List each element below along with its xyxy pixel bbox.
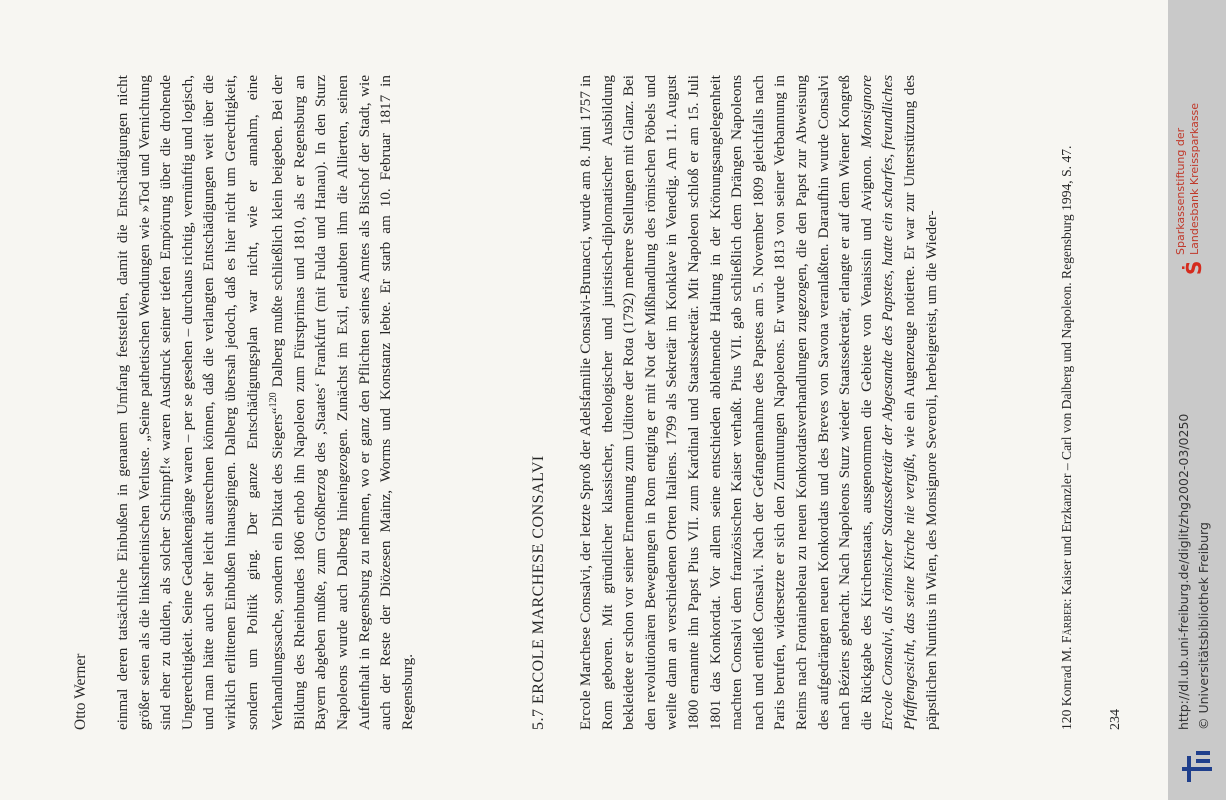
- page-number: 234: [1108, 709, 1123, 730]
- footnote-text: : Kaiser und Erzkanzler – Carl von Dalberg und Napoleon. Regensburg 1994, S. 47.: [1059, 145, 1074, 603]
- paragraph-text: Ercole Marchese Consalvi, der letzte Sproß der Adelsfamilie Consalvi-Brunacci, wurde am 8. Juni 1757 in Rom geboren. Mit gründlicher klassischer, theologischer und juristisch-diplomatischer Ausbildung bekleidete er schon vor seiner Ernennung zum Uditore der Rota (1792) mehrere Stellungen mit Glanz. Bei den revolutionären Bewegungen in Rom entging er mit Not der Mißhandlung des römischen Pöbels und weilte dann an verschiedenen Orten Italiens. 1799 als Sekretär im Konklave in Venedig. Am 11. August 1800 ernannte ihn Papst Pius VII. zum Kardinal und Staatssekretär. Mit Napoleon schloß er am 15. Juli 1801 das Konkordat. Vor allem seine entschieden ablehnende Haltung in der Krönungsangelegenheit machten Consalvi dem französischen Kaiser verhaßt. Pius VII. gab schließlich dem Drängen Napoleons nach und entließ Consalvi. Nach der Gefangennahme des Papstes am 5. November 1809 gleichfalls nach Paris berufen, widersetzte er sich den Zumutungen Napoleons. Er wurde 1813 von seiner Verbannung in Reims nach Fontainebleau zu neuen Konkordatsverhandlungen zugezogen, die den Papst zur Abweisung des aufgedrängten neuen Konkordats und des Breves von Savona veranlaßten. Daraufhin wurde Consalvi nach Béziers gebracht. Nach Napoleons Sturz wieder Staatssekretär, erlangte er auf dem Wiener Kongreß die Rückgabe des Kirchenstaats, ausgenommen die Gebiete von Venaissin und Avignon.: [577, 75, 875, 730]
- body-paragraph-dalberg: [112, 75, 418, 730]
- sponsor-line-2: Landesbank Kreissparkasse: [1188, 102, 1201, 255]
- body-paragraph-consalvi: [575, 75, 942, 730]
- footnote-number: 120: [1059, 709, 1074, 730]
- section-heading: 5.7 ERCOLE MARCHESE CONSALVI: [530, 455, 547, 730]
- sponsor-line-1: Sparkassenstiftung der: [1174, 127, 1187, 255]
- footnote: [1058, 75, 1076, 730]
- footnote-author-last: Färber: [1059, 602, 1074, 644]
- running-header-author: Otto Werner: [72, 653, 89, 730]
- italic-quote: Monsignore Ercole Consalvi, als römischer Staatssekretär der Abgesandte des Papstes, hatte ein scharfes, freundliches Pfaffengesicht, das seine Kirche nie vergißt,: [857, 75, 918, 730]
- footnote-author-first: Konrad M.: [1059, 643, 1074, 707]
- university-library-logo-icon: [1182, 742, 1212, 782]
- copyright-notice: © Universitätsbibliothek Freiburg: [1196, 522, 1211, 730]
- paragraph-text-cont: Dalberg mußte schließlich klein beigeben. Bei der Bildung des Rheinbundes 1806 erhob ihn Napoleon zum Fürstprimas und 1810, als er Regensburg an Bayern abgeben mußte, zum Großherzog des ‚Staates‘ Frankfurt (mit Fulda und Hanau). In den Sturz Napoleons wurde auch Dalberg hineingezogen. Zunächst im Exil, erlaubten ihm die Allierten, seinen Aufenthalt in Regensburg zu nehmen, wo er ganz den Pflichten seines Amtes als Bischof der Stadt, wie auch der Reste der Diözesen Mainz, Worms und Konstanz lebte. Er starb am 10. Februar 1817 in Regensburg.: [269, 75, 416, 730]
- paragraph-text: einmal deren tatsächliche Einbußen in genauem Umfang feststellen, damit die Entschädigungen nicht größer seien als die linksrheinischen Verluste. „Seine pathetischen Wendungen wie »Tod und Vernichtung sind eher zu dulden, als solcher Schimpf!« waren Ausdruck seiner tiefen Empörung über die drohende Ungerechtigkeit. Seine Gedankengänge waren – per se gesehen – durchaus richtig, vernünftig und logisch, und man hätte auch sehr leicht ausrechnen können, daß die verlangten Entschädigungen weit über die wirklich erlittenen Einbußen hinausgingen. Dalberg übersah jedoch, daß es hier nicht um Gerechtigkeit, sondern um Politik ging. Der ganze Entschädigungsplan war nicht, wie er annahm, eine Verhandlungssache, sondern ein Diktat des Siegers“: [114, 75, 287, 730]
- rotated-sidebar-content: [1168, 0, 1226, 800]
- document-url-link[interactable]: http://dl.ub.uni-freiburg.de/diglit/zhg2002-03/0250: [1176, 413, 1191, 730]
- sponsor-text: [1174, 103, 1202, 255]
- footnote-reference[interactable]: 120: [268, 392, 280, 408]
- library-sidebar: [1168, 0, 1226, 800]
- sparkasse-logo-icon: Ṡ: [1182, 260, 1206, 275]
- paragraph-text-cont: wie ein Augenzeuge notierte. Er war zur Unterstützung des päpstlichen Nuntius in Wien, des Monsignore Severoli, herbeigereist, um die Wieder-: [900, 75, 940, 730]
